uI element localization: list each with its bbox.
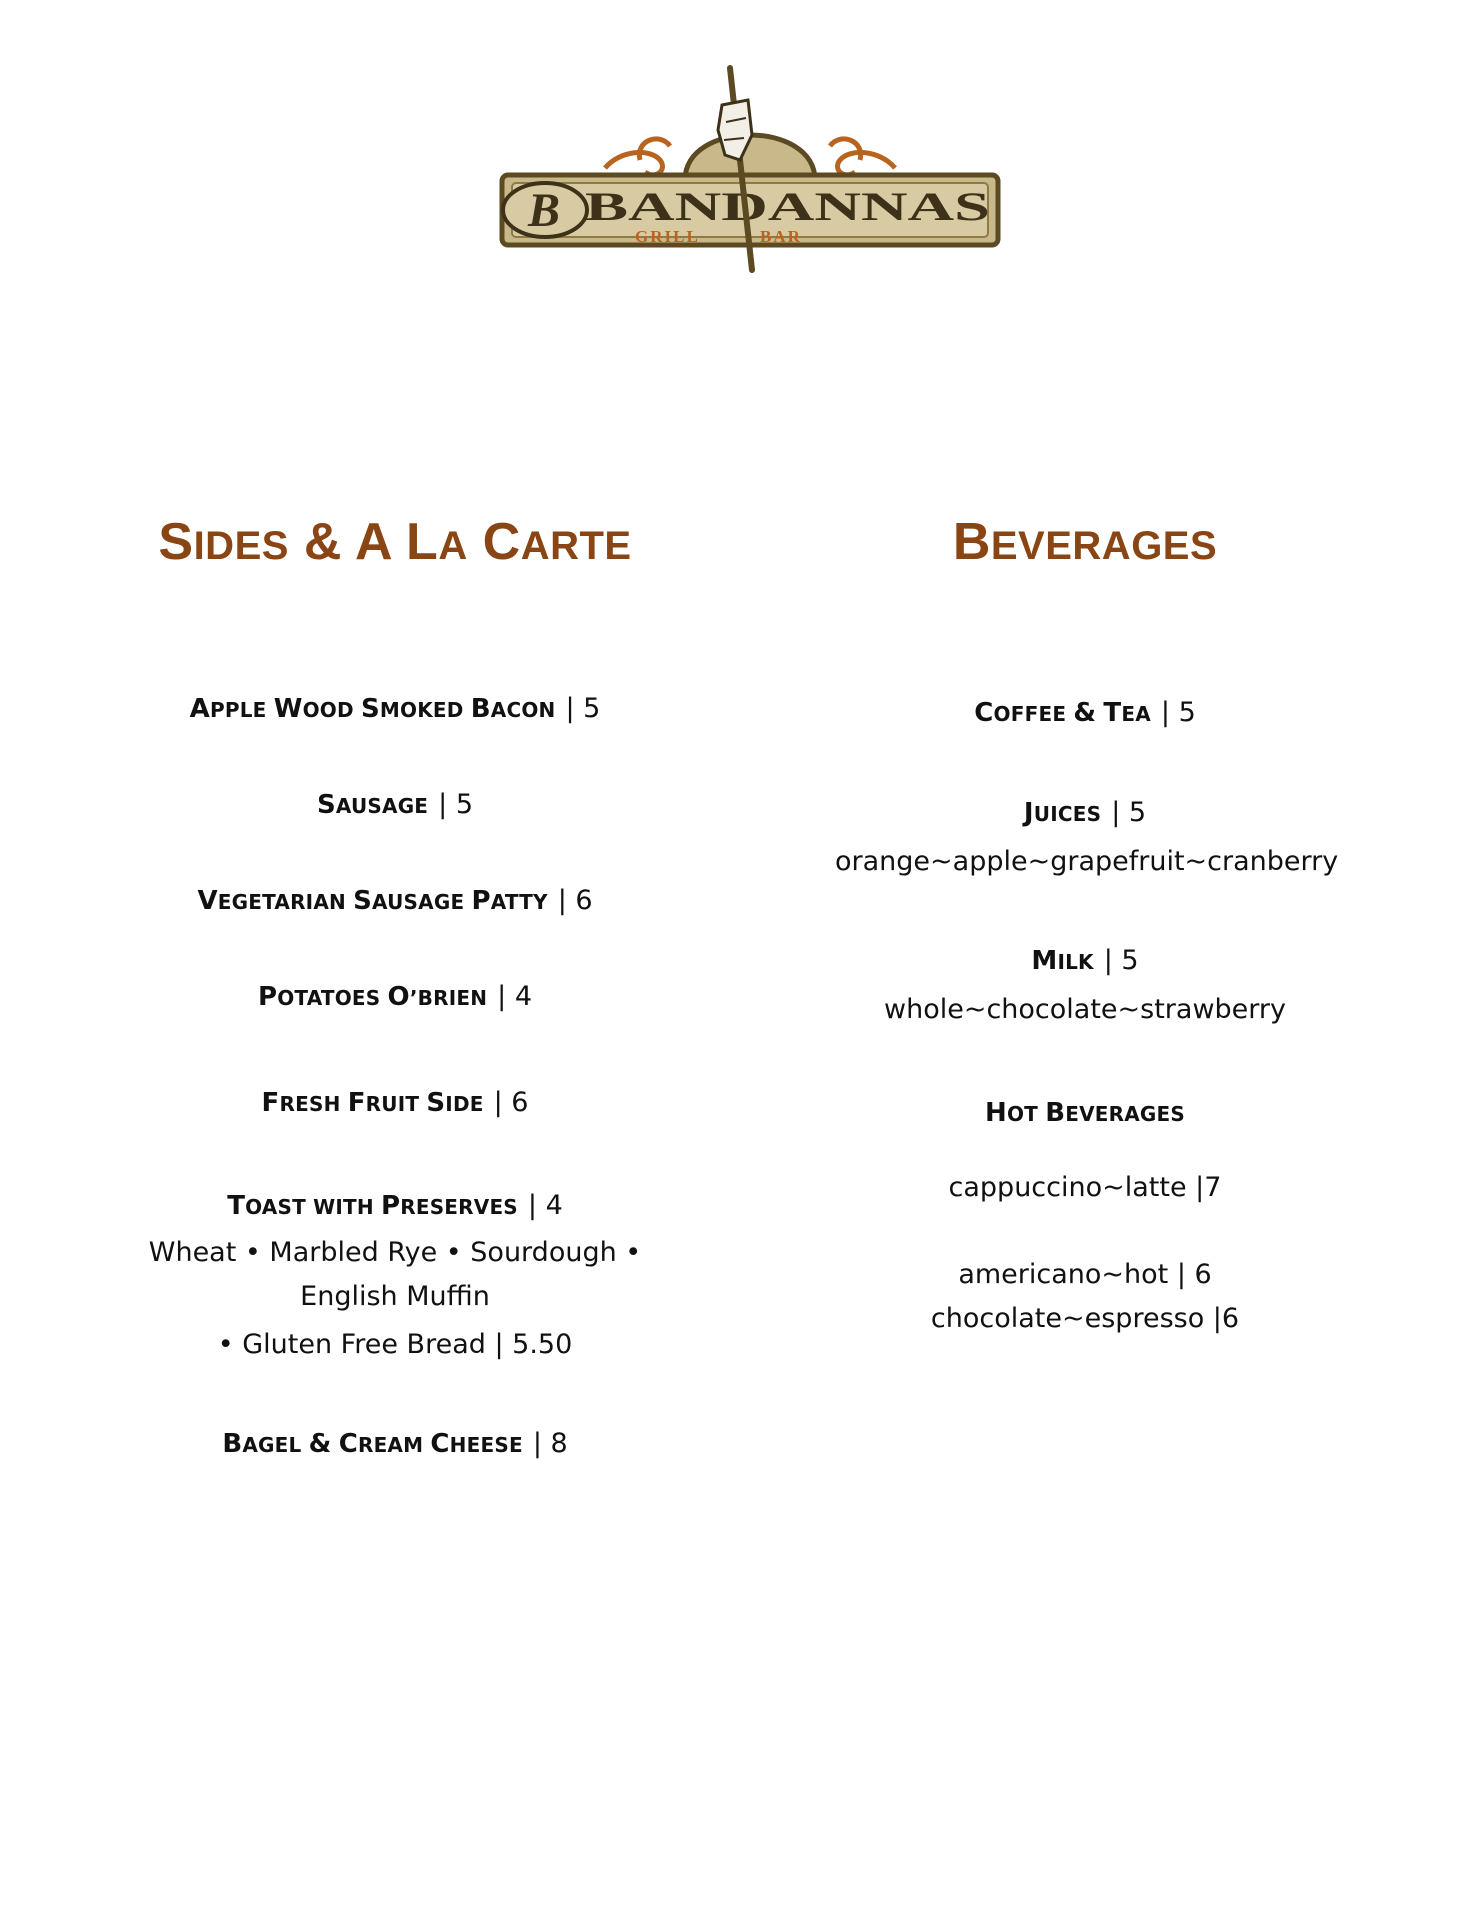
item-price: | 6 [557, 885, 593, 916]
menu-item-fresh-fruit [135, 1087, 655, 1118]
logo-wordmark: BANDANNAS [585, 184, 990, 229]
menu-item-bagel [135, 1428, 655, 1459]
menu-item-bacon [135, 693, 655, 724]
toast-options-line-3: • Gluten Free Bread | 5.50 [217, 1329, 573, 1360]
beverages-title: BEVERAGES [952, 513, 1218, 571]
logo-subline-right: BAR [760, 227, 802, 246]
menu-item-hot-beverages [835, 1098, 1335, 1128]
item-price: | 5 [438, 789, 474, 820]
menu-item-toast [135, 1190, 655, 1221]
item-name: TOAST WITH PRESERVES [227, 1191, 518, 1221]
item-name: FRESH FRUIT SIDE [261, 1088, 484, 1118]
item-price: | 4 [497, 981, 533, 1012]
logo-subline-left: GRILL [635, 227, 700, 246]
menu-item-milk [835, 945, 1335, 976]
toast-options-line-1: Wheat • Marbled Rye • Sourdough • [148, 1237, 642, 1268]
item-name: COFFEE & TEA [974, 698, 1151, 728]
hot-beverage-line-2: americano~hot | 6 [958, 1259, 1212, 1290]
hot-beverage-line-3: chocolate~espresso |6 [930, 1303, 1240, 1334]
item-price: | 5 [1103, 945, 1139, 976]
item-price: | 8 [532, 1428, 568, 1459]
item-name: POTATOES O’BRIEN [257, 982, 488, 1012]
item-price: | 5 [1111, 797, 1147, 828]
item-name: BAGEL & CREAM CHEESE [222, 1429, 523, 1459]
toast-options-line-2: English Muffin [300, 1281, 490, 1312]
juices-description: orange~apple~grapefruit~cranberry [835, 846, 1339, 877]
item-price: | 5 [1160, 697, 1196, 728]
item-name: APPLE WOOD SMOKED BACON [189, 694, 556, 724]
beverages-heading [835, 512, 1335, 572]
item-name: SAUSAGE [316, 790, 429, 820]
menu-item-sausage [135, 789, 655, 820]
scroll-ornament-left-icon [605, 139, 670, 175]
menu-item-potatoes [135, 981, 655, 1012]
item-price: | 4 [527, 1190, 563, 1221]
item-price: | 5 [565, 693, 601, 724]
menu-item-vegetarian-sausage [135, 885, 655, 916]
item-price: | 6 [493, 1087, 529, 1118]
hot-beverage-line-1: cappuccino~latte |7 [948, 1172, 1222, 1203]
sides-title: SIDES & A LA CARTE [158, 513, 632, 571]
milk-description: whole~chocolate~strawberry [884, 994, 1286, 1025]
bandannas-logo [490, 60, 1010, 280]
item-name: JUICES [1023, 798, 1102, 828]
menu-item-juices [835, 797, 1335, 828]
item-name: HOT BEVERAGES [985, 1098, 1185, 1128]
item-name: VEGETARIAN SAUSAGE PATTY [197, 886, 548, 916]
menu-item-coffee-tea [835, 697, 1335, 728]
scroll-ornament-right-icon [830, 139, 895, 175]
sides-heading [135, 512, 655, 572]
item-name: MILK [1031, 946, 1094, 976]
svg-text:B: B [528, 184, 561, 237]
